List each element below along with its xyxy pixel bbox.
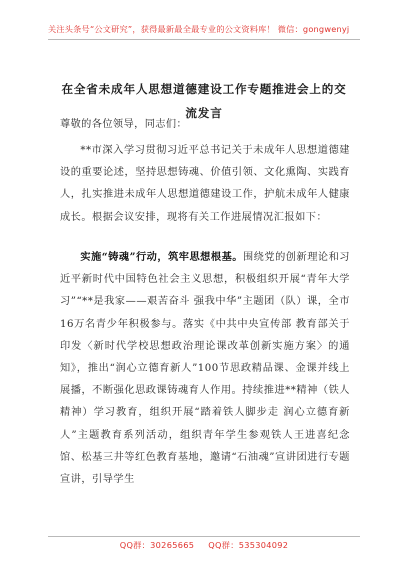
footer-qq-group-2: QQ群：535304092 [208, 540, 289, 550]
footer-contacts [48, 540, 360, 551]
paragraph-section-1 [60, 246, 350, 491]
salutation: 尊敬的各位领导，同志们： [60, 119, 188, 130]
document-title: 在全省未成年人思想道德建设工作专题推进会上的交流发言 [61, 82, 347, 120]
section-1-heading: 实施“铸魂”行动，筑牢思想根基。 [80, 251, 243, 263]
header-divider [48, 39, 360, 40]
footer-divider [48, 536, 360, 537]
header-banner: 关注头条号“公文研究”，获得最新最全最专业的公文资料库！ 微信：gongwenyj [48, 24, 350, 34]
footer-qq-group-1: QQ群：30265665 [119, 540, 195, 550]
section-1-body: 围绕党的创新理论和习近平新时代中国特色社会主义思想，积极组织开展“青年大学习”“**是我家——艰苦奋斗 强我中华”主题团（队）课，全市16万名青少年积极参与。落实《中共中央宣传部 教育部关于印发〈新时代学校思想政治理论课改革创新实施方案〉的通知》，推出“润心立德育新人”100节思政精品课、金课并线上展播，不断强化思政课铸魂育人作用。持续推进**精神（铁人精神）学习教育，组织开展“踏着铁人脚步走 润心立德育新人”主题教育系列活动，组织青年学生参观铁人王进喜纪念馆、松基三井等红色教育基地，邀请“石油魂”宣讲团进行专题宣讲，引导学生 [60, 252, 350, 486]
paragraph-intro: **市深入学习贯彻习近平总书记关于未成年人思想道德建设的重要论述，坚持思想铸魂、价值引领、文化熏陶、实践育人，扎实推进未成年人思想道德建设工作，护航未成年人健康成长。根据会议安排，现将有关工作进展情况汇报如下： [60, 145, 350, 223]
